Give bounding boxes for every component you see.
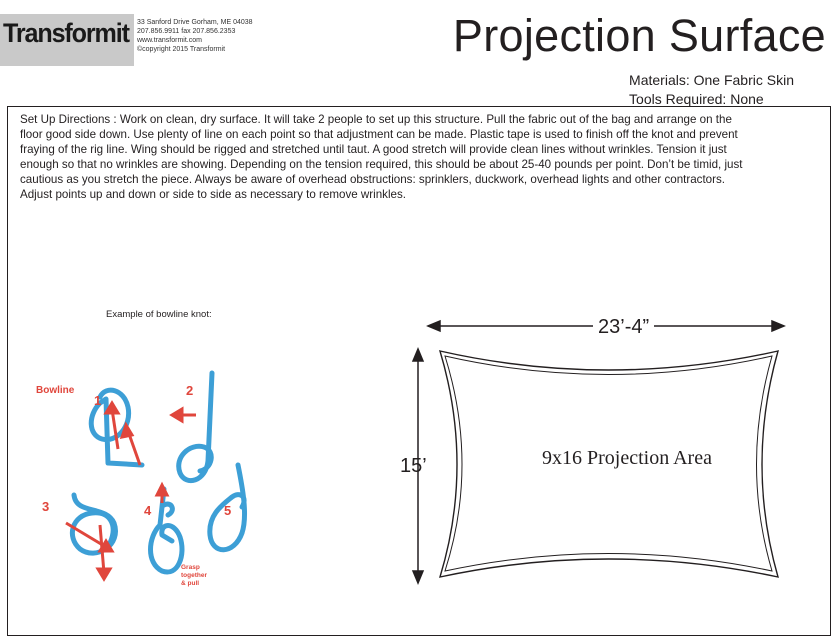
page-title: Projection Surface [452, 10, 826, 61]
projection-surface-diagram [388, 305, 798, 585]
directions-line: enough so that no wrinkles are showing. Depending on the tension required, this should be about 25-40 pounds per point. Don’t be timid, just [20, 158, 743, 171]
projection-area-label: 9x16 Projection Area [542, 447, 712, 469]
address-line: 33 Sanford Drive Gorham, ME 04038 [137, 19, 253, 26]
step-number: 4 [144, 503, 152, 518]
arrowhead [157, 485, 167, 495]
directions-line: cautious as you stretch the piece. Always be aware of overhead obstructions: sprinklers, duckwork, overhead lights and other contractors. [20, 173, 726, 186]
note-line: & pull [181, 580, 200, 587]
arrowhead [172, 409, 182, 421]
knot-caption: Example of bowline knot: [106, 309, 212, 320]
arrow [112, 409, 118, 449]
rope-step-4 [151, 489, 182, 572]
setup-directions [20, 112, 820, 202]
copyright-line: ©copyright 2015 Transformit [137, 46, 226, 53]
requirements-block [629, 71, 794, 109]
website-line: www.transformit.com [137, 37, 202, 44]
step-number: 5 [224, 503, 232, 518]
arrow [100, 525, 104, 573]
step-labels [36, 383, 231, 587]
note-line: together [181, 572, 207, 579]
materials-line: Materials: One Fabric Skin [629, 72, 794, 88]
step-number: 3 [42, 499, 50, 514]
step-number: 1 [94, 393, 102, 408]
directions-line: Adjust points up and down or side to side as necessary to remove wrinkles. [20, 188, 407, 201]
arrowhead-right [772, 321, 784, 331]
arrowhead-top [413, 349, 423, 361]
phone-line: 207.856.9911 fax 207.856.2353 [137, 28, 236, 35]
contact-block [137, 18, 253, 54]
height-dimension-label: 15’ [400, 455, 427, 477]
note-line: Grasp [181, 564, 200, 571]
arrowhead-bottom [413, 571, 423, 583]
instructions-panel [7, 106, 831, 636]
directions-line: floor good side down. Use plenty of line on each point so that adjustment can be made. Plastic tape is used to finish off the knot and prevent [20, 128, 738, 141]
bowline-knot-illustration [36, 365, 256, 601]
tools-line: Tools Required: None [629, 91, 764, 107]
directions-line: fraying of the rig line. Wing should be rigged and stretched until taut. A good stretch will provide clean lines without wrinkles. Tension it just [20, 143, 727, 156]
step-number: 2 [186, 383, 194, 398]
rope-step-2 [179, 373, 212, 481]
arrowhead [98, 569, 110, 579]
arrowhead-left [428, 321, 440, 331]
bowline-heading: Bowline [36, 385, 75, 396]
directions-line: Set Up Directions : Work on clean, dry surface. It will take 2 people to set up this structure. Pull the fabric out of the bag and arrange on the [20, 113, 732, 126]
company-logo: Transformit [3, 18, 129, 48]
width-dimension-label: 23’-4” [593, 316, 654, 339]
